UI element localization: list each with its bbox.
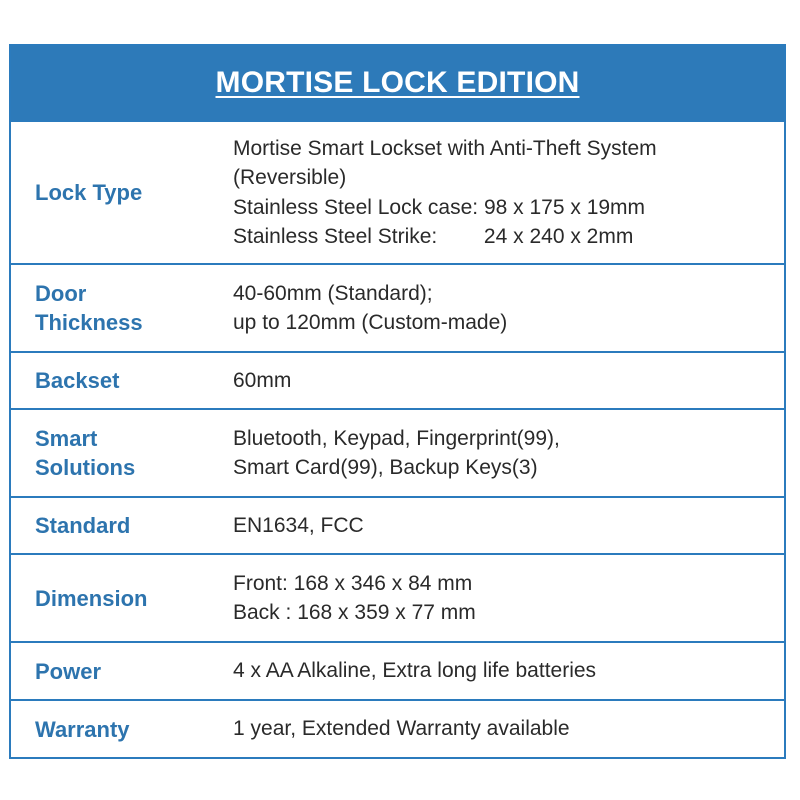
spec-value	[233, 424, 784, 483]
spec-value	[233, 279, 784, 338]
spec-label-line: Thickness	[35, 310, 143, 335]
spec-value-line: Bluetooth, Keypad, Fingerprint(99),	[233, 426, 560, 450]
spec-value-line: EN1634, FCC	[233, 513, 364, 537]
spec-value	[233, 656, 784, 686]
spec-row-smart-solutions	[11, 408, 784, 496]
spec-row-backset	[11, 351, 784, 408]
spec-value-line: Front: 168 x 346 x 84 mm	[233, 571, 473, 595]
spec-label-line: Power	[35, 658, 102, 684]
spec-row-standard	[11, 496, 784, 553]
spec-label	[11, 584, 233, 613]
spec-label	[11, 178, 233, 207]
spec-label	[11, 279, 233, 337]
spec-label-line: Door	[35, 281, 87, 306]
spec-value-line: Mortise Smart Lockset with Anti-Theft System	[233, 136, 657, 160]
spec-table	[9, 44, 786, 759]
spec-label	[11, 657, 233, 686]
spec-value-line: Back : 168 x 359 x 77 mm	[233, 601, 476, 624]
spec-value	[233, 569, 784, 628]
spec-row-warranty	[11, 699, 784, 757]
spec-value-line: Stainless Steel Strike: 24 x 240 x 2mm	[233, 225, 634, 248]
spec-value-line: 40-60mm (Standard);	[233, 281, 433, 305]
spec-value	[233, 366, 784, 396]
spec-label-line: Smart	[35, 426, 98, 451]
spec-row-lock-type	[11, 120, 784, 263]
spec-label-line: Lock Type	[35, 180, 143, 205]
spec-row-power	[11, 641, 784, 699]
spec-value-line: Stainless Steel Lock case: 98 x 175 x 19mm	[233, 195, 646, 219]
spec-value-line: 1 year, Extended Warranty available	[233, 717, 570, 741]
spec-value-line: up to 120mm (Custom-made)	[233, 311, 508, 334]
spec-value	[233, 511, 784, 541]
spec-label	[11, 511, 233, 540]
spec-label	[11, 424, 233, 482]
spec-label	[11, 366, 233, 395]
spec-value	[233, 714, 784, 744]
table-title: MORTISE LOCK EDITION	[215, 66, 580, 99]
spec-label-line: Solutions	[35, 455, 136, 480]
spec-label-line: Warranty	[35, 716, 130, 742]
spec-value-line: 60mm	[233, 368, 292, 392]
spec-value-line: (Reversible)	[233, 166, 347, 189]
spec-label-line: Standard	[35, 513, 131, 538]
spec-label-line: Backset	[35, 368, 120, 393]
spec-value-line: Smart Card(99), Backup Keys(3)	[233, 456, 538, 479]
spec-label	[11, 715, 233, 744]
spec-value	[233, 134, 784, 252]
spec-row-door-thickness	[11, 263, 784, 351]
spec-row-dimension	[11, 553, 784, 641]
spec-value-line: 4 x AA Alkaline, Extra long life batteries	[233, 659, 597, 683]
spec-label-line: Dimension	[35, 585, 148, 611]
table-header	[11, 46, 784, 120]
